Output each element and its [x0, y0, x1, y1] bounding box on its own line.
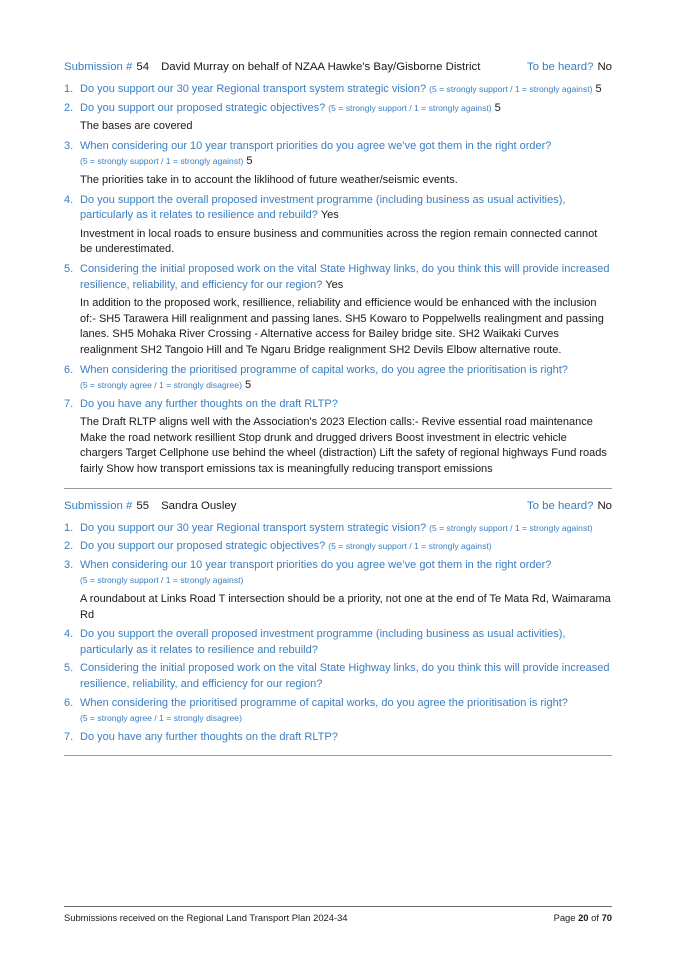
question-text: Do you support our proposed strategic objectives? — [80, 540, 326, 553]
to-be-heard-value: No — [597, 61, 612, 73]
page-of: of — [591, 912, 599, 923]
question-number: 5. — [64, 662, 74, 675]
question-item — [64, 363, 612, 394]
page-total: 70 — [601, 912, 612, 923]
submission-label: Submission # — [64, 499, 133, 512]
submission-header — [64, 499, 612, 521]
answer-value: 5 — [595, 83, 602, 95]
page-label: Page — [553, 912, 576, 923]
question-item — [64, 627, 612, 658]
question-number: 1. — [64, 521, 74, 534]
question-item — [64, 262, 612, 293]
question-item — [64, 539, 612, 555]
question-number: 3. — [64, 558, 74, 571]
page-footer — [64, 906, 612, 924]
question-item — [64, 696, 612, 727]
rating-scale: (5 = strongly agree / 1 = strongly disagree) — [80, 713, 242, 724]
submission-label: Submission # — [64, 61, 133, 73]
question-text: Do you support our 30 year Regional transport system strategic vision? — [80, 83, 427, 95]
answer-value: Yes — [325, 278, 344, 291]
submission-54 — [64, 60, 612, 478]
to-be-heard — [527, 60, 612, 75]
submitter-name: Sandra Ousley — [161, 499, 237, 512]
answer-value: 5 — [244, 379, 252, 392]
rating-scale: (5 = strongly support / 1 = strongly against) — [429, 522, 593, 533]
question-number: 2. — [64, 540, 74, 553]
question-text: Do you support our proposed strategic objectives? — [80, 101, 326, 114]
answer-comment: Investment in local roads to ensure business and communities across the region remain connected cannot be underestimated. — [80, 227, 598, 256]
answer-value: 5 — [494, 101, 501, 114]
to-be-heard-label: To be heard? — [526, 61, 594, 73]
divider — [64, 755, 612, 756]
submission-number: 55 — [136, 499, 150, 512]
answer-comment: In addition to the proposed work, resillience, reliability and efficience would be enhanced with the inclusion of:- SH5 Tarawera Hill realignment and passing lanes. SH5 Kowaro to Poppelwells realingment and passing lanes. SH5 Mohaka River Crossing - Alternative access for Bailey bridge site. SH2 Waikaki Curves realignment SH2 Tangoio Hill and Te Ngaru Bridge realignment SH2 Devils Elbow alternative route. — [80, 297, 604, 356]
answer-comment: A roundabout at Links Road T intersection should be a priority, not one at the end of Te Mata Rd, Waimarama Rd — [80, 593, 611, 621]
submission-55 — [64, 499, 612, 746]
question-text: Do you support the overall proposed investment programme (including business as usual activities), particularly as it relates to resilience and rebuild? — [80, 628, 566, 656]
question-text: Do you support the overall proposed investment programme (including business as usual activities), particularly as it relates to resilience and rebuild? — [80, 193, 566, 222]
question-number: 3. — [64, 139, 74, 152]
question-number: 6. — [64, 696, 74, 709]
question-number: 4. — [64, 628, 74, 641]
to-be-heard-value: No — [597, 499, 612, 512]
rating-scale: (5 = strongly support / 1 = strongly against) — [80, 575, 244, 586]
to-be-heard — [527, 499, 612, 514]
question-text: Do you have any further thoughts on the draft RLTP? — [80, 730, 338, 743]
answer-value: Yes — [320, 209, 339, 222]
rating-scale: (5 = strongly support / 1 = strongly against) — [328, 541, 492, 552]
question-item — [64, 193, 612, 224]
rating-scale: (5 = strongly support / 1 = strongly against) — [328, 102, 492, 113]
answer-comment: The bases are covered — [80, 120, 193, 133]
question-item — [64, 730, 612, 746]
rating-scale: (5 = strongly support / 1 = strongly against) — [429, 84, 593, 94]
rating-scale: (5 = strongly support / 1 = strongly against) — [80, 156, 244, 167]
question-text: When considering the prioritised programme of capital works, do you agree the prioritisation is right? — [80, 696, 568, 709]
question-item — [64, 397, 612, 413]
question-number: 4. — [64, 193, 74, 206]
question-text: When considering the prioritised programme of capital works, do you agree the prioritisation is right? — [80, 363, 568, 376]
question-number: 7. — [64, 397, 74, 410]
page-current: 20 — [578, 912, 589, 923]
question-item — [64, 521, 612, 537]
question-text: Do you support our 30 year Regional transport system strategic vision? — [80, 521, 427, 534]
question-item — [64, 661, 612, 692]
rating-scale: (5 = strongly agree / 1 = strongly disagree) — [80, 380, 242, 391]
answer-value: 5 — [246, 155, 253, 168]
submission-number: 54 — [136, 61, 150, 73]
question-item — [64, 558, 612, 589]
question-number: 1. — [64, 83, 74, 95]
question-number: 7. — [64, 730, 74, 743]
divider — [64, 488, 612, 489]
question-number: 5. — [64, 262, 74, 275]
question-text: When considering our 10 year transport priorities do you agree we’ve got them in the right order? — [80, 139, 552, 152]
footer-title: Submissions received on the Regional Land Transport Plan 2024-34 — [64, 912, 348, 923]
question-item — [64, 82, 612, 98]
question-number: 6. — [64, 363, 74, 376]
question-item — [64, 101, 612, 117]
question-text: When considering our 10 year transport priorities do you agree we’ve got them in the right order? — [80, 558, 552, 571]
question-text: Do you have any further thoughts on the draft RLTP? — [80, 397, 338, 410]
document-body — [64, 60, 612, 766]
answer-comment: The priorities take in to account the liklihood of future weather/seismic events. — [80, 173, 458, 186]
submitter-name: David Murray on behalf of NZAA Hawke's Bay/Gisborne District — [161, 61, 481, 73]
question-text: Considering the initial proposed work on the vital State Highway links, do you think this will provide increased resilience, reliability, and efficiency for our region? — [80, 662, 610, 690]
answer-comment: The Draft RLTP aligns well with the Association's 2023 Election calls:- Revive essential road maintenance Make the road network resillient Stop drunk and drugged drivers Boost investment in electric vehicle chargers Target Cellphone use behind the wheel (distraction) Lift the safety of regional highways Fund roads fairly Show how transport emissions tax is meaningfully reducing transport emissions — [80, 416, 607, 476]
question-item — [64, 139, 612, 170]
submission-header — [64, 60, 612, 82]
to-be-heard-label: To be heard? — [526, 499, 594, 512]
page-number — [554, 911, 612, 924]
question-text: Considering the initial proposed work on the vital State Highway links, do you think this will provide increased resilience, reliability, and efficiency for our region? — [80, 262, 610, 291]
question-number: 2. — [64, 101, 74, 114]
